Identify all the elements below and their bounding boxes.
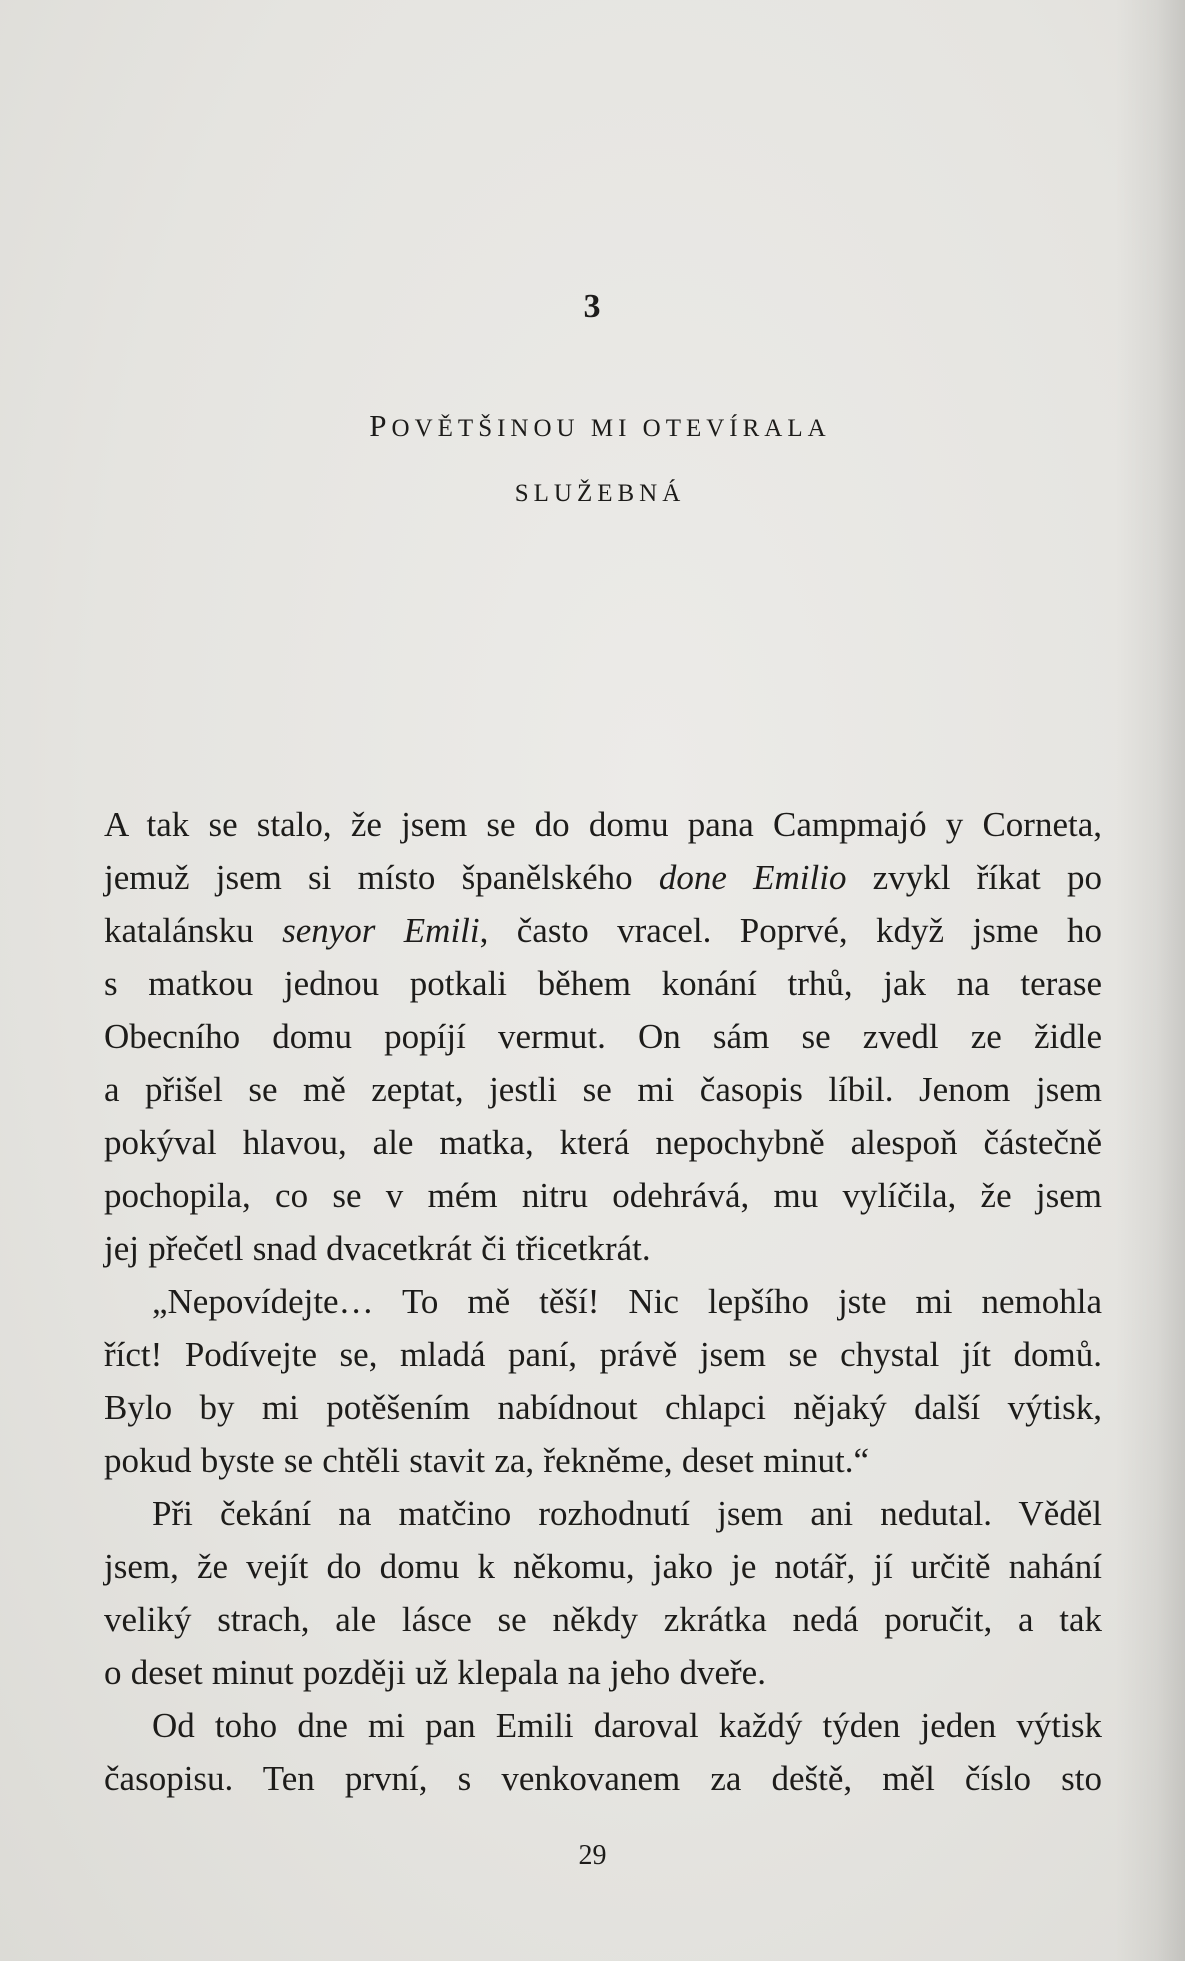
paragraph-4 bbox=[104, 1699, 1102, 1805]
text-line: pochopila, co se v mém nitru odehrává, mu vylíčila, že jsem bbox=[104, 1176, 1102, 1215]
chapter-title bbox=[300, 410, 900, 506]
text-line: „Nepovídejte… To mě těší! Nic lepšího jste mi nemohla bbox=[152, 1282, 1102, 1321]
italic-term: senyor Emili bbox=[282, 911, 480, 950]
text-line bbox=[104, 904, 1102, 957]
text-line: jsem, že vejít do domu k někomu, jako je notář, jí určitě nahání bbox=[104, 1547, 1102, 1586]
text-line: A tak se stalo, že jsem se do domu pana Campmajó y Corneta, bbox=[104, 805, 1102, 844]
text-run: katalánsku bbox=[104, 911, 283, 950]
text-line: pokýval hlavou, ale matka, která nepochybně alespoň částečně bbox=[104, 1123, 1102, 1162]
text-line: Od toho dne mi pan Emili daroval každý týden jeden výtisk bbox=[152, 1706, 1102, 1745]
chapter-title-initial: P bbox=[369, 408, 392, 443]
paragraph-1 bbox=[104, 798, 1102, 1275]
italic-term: done Emilio bbox=[658, 858, 847, 897]
text-line: veliký strach, ale lásce se někdy zkrátka nedá poručit, a tak bbox=[104, 1600, 1102, 1639]
text-line: o deset minut později už klepala na jeho dveře. bbox=[104, 1653, 766, 1692]
paragraph-3 bbox=[104, 1487, 1102, 1699]
text-line: pokud byste se chtěli stavit za, řekněme, deset minut.“ bbox=[104, 1441, 870, 1480]
chapter-title-line-1 bbox=[300, 410, 900, 441]
text-line: Při čekání na matčino rozhodnutí jsem ani nedutal. Věděl bbox=[152, 1494, 1102, 1533]
text-run: zvykl říkat po bbox=[846, 858, 1102, 897]
chapter-title-line-1-rest: OVĚTŠINOU MI OTEVÍRALA bbox=[391, 415, 831, 442]
text-line: říct! Podívejte se, mladá paní, právě jsem se chystal jít domů. bbox=[104, 1335, 1102, 1374]
text-line: časopisu. Ten první, s venkovanem za deště, měl číslo sto bbox=[104, 1759, 1102, 1798]
chapter-number: 3 bbox=[583, 288, 602, 325]
paragraph-2 bbox=[104, 1275, 1102, 1487]
page-number: 29 bbox=[578, 1840, 607, 1871]
text-line: Obecního domu popíjí vermut. On sám se zvedl ze židle bbox=[104, 1017, 1102, 1056]
text-run: jemuž jsem si místo španělského bbox=[104, 858, 659, 897]
text-line bbox=[104, 851, 1102, 904]
text-line: s matkou jednou potkali během konání trhů, jak na terase bbox=[104, 964, 1102, 1003]
text-line: Bylo by mi potěšením nabídnout chlapci nějaký další výtisk, bbox=[104, 1388, 1102, 1427]
text-line: jej přečetl snad dvacetkrát či třicetkrát. bbox=[104, 1229, 651, 1268]
text-line: a přišel se mě zeptat, jestli se mi časopis líbil. Jenom jsem bbox=[104, 1070, 1102, 1109]
chapter-title-line-2: SLUŽEBNÁ bbox=[514, 480, 686, 507]
text-run: , často vracel. Poprvé, když jsme ho bbox=[479, 911, 1102, 950]
body-text bbox=[104, 798, 1102, 1805]
